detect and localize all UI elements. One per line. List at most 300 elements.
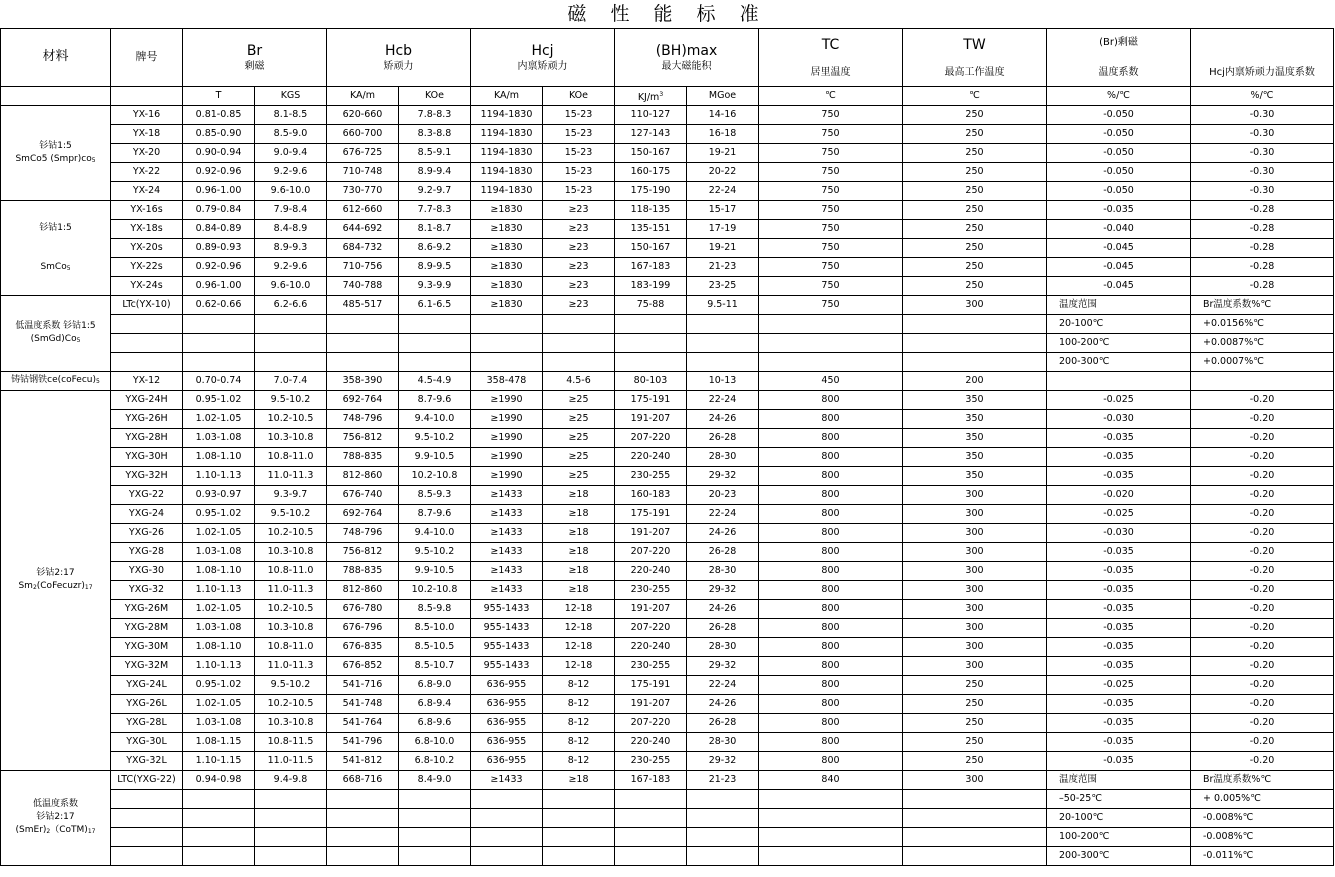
cell-bh-mgoe: [687, 315, 759, 334]
cell-grade: YXG-28: [111, 543, 183, 562]
cell-grade: YXG-32: [111, 581, 183, 600]
cell-hcj-koe: ≥23: [543, 277, 615, 296]
cell-bh-kjm3: 220-240: [615, 562, 687, 581]
cell-tc: 750: [759, 239, 903, 258]
cell-tc: 750: [759, 125, 903, 144]
cell-grade: YX-12: [111, 372, 183, 391]
table-row: [1, 486, 1334, 505]
cell-bh-kjm3: 80-103: [615, 372, 687, 391]
cell-br-kgs: [255, 847, 327, 866]
cell-grade: YXG-26H: [111, 410, 183, 429]
cell-hcj-coef: + 0.005%℃: [1191, 790, 1334, 809]
cell-hcb-koe: 8.7-9.6: [399, 505, 471, 524]
cell-tc: 750: [759, 144, 903, 163]
cell-hcb-koe: 8.9-9.5: [399, 258, 471, 277]
cell-tc: 800: [759, 714, 903, 733]
cell-br-coef: 200-300℃: [1047, 353, 1191, 372]
cell-hcb-kam: 756-812: [327, 543, 399, 562]
cell-hcb-koe: 10.2-10.8: [399, 467, 471, 486]
table-row: [1, 258, 1334, 277]
cell-hcj-kam: ≥1830: [471, 277, 543, 296]
unit-tw: ℃: [903, 87, 1047, 106]
cell-hcb-kam: 788-835: [327, 448, 399, 467]
cell-bh-kjm3: 230-255: [615, 752, 687, 771]
cell-bh-kjm3: [615, 315, 687, 334]
cell-hcj-kam: ≥1830: [471, 258, 543, 277]
cell-hcb-koe: [399, 353, 471, 372]
cell-bh-kjm3: 127-143: [615, 125, 687, 144]
cell-hcb-kam: [327, 353, 399, 372]
cell-hcb-koe: 9.2-9.7: [399, 182, 471, 201]
cell-hcj-coef: -0.20: [1191, 752, 1334, 771]
cell-hcb-kam: 740-788: [327, 277, 399, 296]
cell-br-kgs: 9.2-9.6: [255, 163, 327, 182]
cell-hcj-kam: [471, 828, 543, 847]
cell-br-kgs: 9.5-10.2: [255, 505, 327, 524]
cell-hcj-koe: ≥18: [543, 543, 615, 562]
cell-tc: 750: [759, 258, 903, 277]
cell-hcj-kam: ≥1830: [471, 201, 543, 220]
table-row: [1, 220, 1334, 239]
cell-hcb-kam: [327, 809, 399, 828]
cell-bh-mgoe: 14-16: [687, 106, 759, 125]
cell-br-kgs: 8.5-9.0: [255, 125, 327, 144]
cell-hcb-kam: [327, 315, 399, 334]
cell-tw: 350: [903, 448, 1047, 467]
cell-br-kgs: 8.4-8.9: [255, 220, 327, 239]
unit-hcj-koe: KOe: [543, 87, 615, 106]
cell-tw: 300: [903, 524, 1047, 543]
cell-br-kgs: 11.0-11.3: [255, 657, 327, 676]
cell-bh-mgoe: 22-24: [687, 505, 759, 524]
cell-tw: [903, 353, 1047, 372]
cell-br-kgs: 11.0-11.5: [255, 752, 327, 771]
cell-tw: 250: [903, 676, 1047, 695]
unit-hcj-coef: %/℃: [1191, 87, 1334, 106]
cell-hcj-coef: -0.20: [1191, 448, 1334, 467]
cell-br-t: 0.96-1.00: [183, 277, 255, 296]
cell-br-kgs: 10.3-10.8: [255, 543, 327, 562]
cell-bh-mgoe: [687, 809, 759, 828]
unit-hcj-kam: KA/m: [471, 87, 543, 106]
cell-grade: YX-16: [111, 106, 183, 125]
cell-grade: YX-22: [111, 163, 183, 182]
cell-tc: 800: [759, 486, 903, 505]
cell-br-coef: -0.035: [1047, 543, 1191, 562]
page-title: 磁 性 能 标 准: [567, 3, 768, 25]
cell-bh-mgoe: [687, 790, 759, 809]
cell-br-t: 1.10-1.13: [183, 657, 255, 676]
cell-grade: [111, 334, 183, 353]
table-row: [1, 600, 1334, 619]
cell-bh-kjm3: [615, 334, 687, 353]
cell-br-kgs: [255, 334, 327, 353]
cell-br-coef: 温度范围: [1047, 296, 1191, 315]
cell-bh-kjm3: 175-191: [615, 676, 687, 695]
table-row: [1, 410, 1334, 429]
cell-bh-mgoe: 17-19: [687, 220, 759, 239]
cell-br-coef: 100-200℃: [1047, 334, 1191, 353]
cell-bh-kjm3: 118-135: [615, 201, 687, 220]
cell-hcj-koe: [543, 334, 615, 353]
cell-bh-mgoe: 22-24: [687, 676, 759, 695]
cell-hcb-kam: 668-716: [327, 771, 399, 790]
cell-br-kgs: 7.9-8.4: [255, 201, 327, 220]
cell-hcj-kam: ≥1990: [471, 429, 543, 448]
cell-hcj-kam: 636-955: [471, 676, 543, 695]
cell-br-kgs: 9.5-10.2: [255, 391, 327, 410]
cell-hcj-coef: +0.0087%℃: [1191, 334, 1334, 353]
cell-br-kgs: 10.2-10.5: [255, 524, 327, 543]
cell-bh-mgoe: 28-30: [687, 733, 759, 752]
cell-br-coef: -0.050: [1047, 144, 1191, 163]
cell-tw: 300: [903, 657, 1047, 676]
table-row: [1, 125, 1334, 144]
cell-tw: 300: [903, 296, 1047, 315]
cell-hcj-kam: ≥1830: [471, 239, 543, 258]
cell-br-coef: -0.035: [1047, 448, 1191, 467]
cell-hcb-koe: 9.5-10.2: [399, 543, 471, 562]
unit-br-t: T: [183, 87, 255, 106]
cell-hcj-coef: -0.008%℃: [1191, 828, 1334, 847]
cell-grade: YXG-26L: [111, 695, 183, 714]
cell-hcj-kam: ≥1433: [471, 505, 543, 524]
cell-hcb-koe: 8.3-8.8: [399, 125, 471, 144]
cell-br-coef: 温度范围: [1047, 771, 1191, 790]
cell-grade: YXG-30L: [111, 733, 183, 752]
cell-hcj-kam: 955-1433: [471, 657, 543, 676]
cell-br-t: 1.08-1.15: [183, 733, 255, 752]
cell-hcj-kam: 1194-1830: [471, 144, 543, 163]
cell-grade: [111, 847, 183, 866]
header-material: 材料: [1, 29, 111, 87]
cell-hcj-koe: [543, 315, 615, 334]
cell-grade: LTc(YX-10): [111, 296, 183, 315]
cell-hcb-kam: 748-796: [327, 524, 399, 543]
cell-bh-kjm3: 191-207: [615, 410, 687, 429]
cell-hcb-kam: 676-835: [327, 638, 399, 657]
table-row: [1, 752, 1334, 771]
cell-bh-kjm3: [615, 353, 687, 372]
cell-bh-mgoe: 28-30: [687, 638, 759, 657]
cell-br-coef: -0.045: [1047, 277, 1191, 296]
cell-br-t: 1.10-1.15: [183, 752, 255, 771]
unit-tc: ℃: [759, 87, 903, 106]
cell-hcj-coef: +0.0007%℃: [1191, 353, 1334, 372]
cell-tc: [759, 828, 903, 847]
cell-br-t: [183, 315, 255, 334]
cell-br-t: 0.93-0.97: [183, 486, 255, 505]
cell-hcb-kam: [327, 828, 399, 847]
cell-hcj-kam: ≥1433: [471, 562, 543, 581]
table-row: [1, 182, 1334, 201]
cell-bh-kjm3: 175-191: [615, 505, 687, 524]
table-row: [1, 581, 1334, 600]
cell-hcj-koe: ≥18: [543, 486, 615, 505]
cell-bh-mgoe: 16-18: [687, 125, 759, 144]
unit-bh-mgoe: MGoe: [687, 87, 759, 106]
cell-br-coef: 20-100℃: [1047, 315, 1191, 334]
cell-hcj-kam: 1194-1830: [471, 182, 543, 201]
cell-hcj-kam: 955-1433: [471, 619, 543, 638]
table-row: [1, 847, 1334, 866]
cell-tc: 840: [759, 771, 903, 790]
cell-br-t: [183, 790, 255, 809]
cell-tw: 250: [903, 125, 1047, 144]
cell-grade: YX-20: [111, 144, 183, 163]
cell-hcj-kam: ≥1830: [471, 296, 543, 315]
cell-bh-mgoe: 22-24: [687, 182, 759, 201]
table-row: [1, 695, 1334, 714]
unit-bh-kjm3: $KJ/m^3$: [615, 87, 687, 106]
cell-hcb-kam: 730-770: [327, 182, 399, 201]
table-row: [1, 733, 1334, 752]
cell-tw: 200: [903, 372, 1047, 391]
cell-hcj-koe: 8-12: [543, 733, 615, 752]
cell-br-t: [183, 809, 255, 828]
cell-hcj-koe: ≥25: [543, 410, 615, 429]
cell-hcb-kam: 756-812: [327, 429, 399, 448]
cell-bh-mgoe: 29-32: [687, 752, 759, 771]
cell-grade: YXG-24H: [111, 391, 183, 410]
cell-hcj-kam: ≥1433: [471, 543, 543, 562]
cell-hcb-koe: 9.4-10.0: [399, 524, 471, 543]
cell-bh-kjm3: 183-199: [615, 277, 687, 296]
cell-br-coef: -0.045: [1047, 258, 1191, 277]
cell-bh-mgoe: 21-23: [687, 771, 759, 790]
cell-tw: 350: [903, 410, 1047, 429]
cell-br-coef: -0.035: [1047, 429, 1191, 448]
cell-hcj-kam: ≥1990: [471, 448, 543, 467]
cell-hcb-kam: [327, 790, 399, 809]
cell-hcj-coef: -0.20: [1191, 714, 1334, 733]
cell-br-coef: -0.030: [1047, 524, 1191, 543]
cell-hcb-koe: [399, 315, 471, 334]
table-row: [1, 391, 1334, 410]
cell-hcj-coef: -0.30: [1191, 163, 1334, 182]
cell-tc: [759, 847, 903, 866]
cell-hcb-koe: 9.3-9.9: [399, 277, 471, 296]
cell-hcj-koe: [543, 353, 615, 372]
cell-hcb-koe: 9.9-10.5: [399, 448, 471, 467]
cell-bh-mgoe: 19-21: [687, 239, 759, 258]
cell-hcj-koe: ≥25: [543, 429, 615, 448]
cell-hcb-koe: 8.1-8.7: [399, 220, 471, 239]
cell-hcb-koe: [399, 334, 471, 353]
cell-hcj-koe: 8-12: [543, 676, 615, 695]
cell-hcj-koe: 15-23: [543, 106, 615, 125]
cell-hcj-koe: 15-23: [543, 144, 615, 163]
table-row: [1, 144, 1334, 163]
cell-hcj-koe: 8-12: [543, 695, 615, 714]
cell-bh-mgoe: [687, 334, 759, 353]
unit-hcb-kam: KA/m: [327, 87, 399, 106]
cell-br-coef: -0.050: [1047, 182, 1191, 201]
cell-hcj-kam: 636-955: [471, 695, 543, 714]
cell-hcb-koe: 7.7-8.3: [399, 201, 471, 220]
cell-tc: 800: [759, 543, 903, 562]
cell-hcj-koe: 12-18: [543, 600, 615, 619]
cell-hcj-koe: 12-18: [543, 638, 615, 657]
cell-bh-kjm3: 230-255: [615, 467, 687, 486]
cell-hcj-kam: ≥1433: [471, 486, 543, 505]
cell-bh-mgoe: [687, 353, 759, 372]
cell-hcj-coef: -0.20: [1191, 486, 1334, 505]
cell-grade: YXG-26: [111, 524, 183, 543]
cell-bh-mgoe: 15-17: [687, 201, 759, 220]
cell-tc: 800: [759, 505, 903, 524]
cell-br-coef: -0.050: [1047, 163, 1191, 182]
cell-br-t: 0.79-0.84: [183, 201, 255, 220]
material-unit-cell: [1, 87, 111, 106]
cell-tw: 250: [903, 106, 1047, 125]
cell-hcj-coef: -0.20: [1191, 600, 1334, 619]
cell-bh-mgoe: [687, 828, 759, 847]
cell-br-t: 0.85-0.90: [183, 125, 255, 144]
header-tc: TC 居里温度: [759, 29, 903, 87]
cell-hcj-coef: -0.20: [1191, 638, 1334, 657]
cell-tw: 300: [903, 486, 1047, 505]
table-row: [1, 163, 1334, 182]
cell-br-t: 1.03-1.08: [183, 543, 255, 562]
cell-hcj-koe: ≥18: [543, 562, 615, 581]
cell-bh-mgoe: 9.5-11: [687, 296, 759, 315]
cell-hcb-kam: 710-748: [327, 163, 399, 182]
cell-br-kgs: 8.9-9.3: [255, 239, 327, 258]
cell-tw: 300: [903, 638, 1047, 657]
cell-hcb-kam: 692-764: [327, 391, 399, 410]
cell-br-coef: -0.040: [1047, 220, 1191, 239]
cell-bh-mgoe: 28-30: [687, 562, 759, 581]
cell-hcj-coef: Br温度系数%℃: [1191, 296, 1334, 315]
cell-bh-kjm3: 167-183: [615, 771, 687, 790]
cell-br-coef: -0.035: [1047, 752, 1191, 771]
magnetic-properties-table: [0, 28, 1334, 866]
cell-br-coef: -0.035: [1047, 619, 1191, 638]
cell-tw: 250: [903, 695, 1047, 714]
cell-hcj-kam: [471, 315, 543, 334]
cell-bh-mgoe: 26-28: [687, 543, 759, 562]
cell-tc: 800: [759, 448, 903, 467]
cell-hcj-koe: ≥18: [543, 505, 615, 524]
cell-bh-kjm3: 220-240: [615, 733, 687, 752]
cell-br-coef: -0.025: [1047, 676, 1191, 695]
cell-br-t: 0.95-1.02: [183, 505, 255, 524]
header-hcb: Hcb 矫顽力: [327, 29, 471, 87]
cell-hcj-coef: -0.20: [1191, 695, 1334, 714]
table-row: [1, 467, 1334, 486]
cell-bh-kjm3: 220-240: [615, 448, 687, 467]
cell-hcj-koe: ≥25: [543, 467, 615, 486]
cell-grade: YXG-22: [111, 486, 183, 505]
cell-tc: 750: [759, 163, 903, 182]
cell-hcj-koe: ≥23: [543, 258, 615, 277]
cell-tw: 300: [903, 562, 1047, 581]
cell-hcb-koe: [399, 847, 471, 866]
cell-br-kgs: 10.8-11.0: [255, 638, 327, 657]
cell-br-kgs: [255, 809, 327, 828]
unit-br-kgs: KGS: [255, 87, 327, 106]
cell-tc: 450: [759, 372, 903, 391]
table-row: [1, 334, 1334, 353]
cell-bh-kjm3: 207-220: [615, 714, 687, 733]
cell-br-t: 0.95-1.02: [183, 391, 255, 410]
cell-grade: [111, 315, 183, 334]
cell-bh-mgoe: [687, 847, 759, 866]
cell-hcj-koe: ≥25: [543, 448, 615, 467]
cell-br-coef: -0.035: [1047, 714, 1191, 733]
cell-tc: 750: [759, 220, 903, 239]
cell-hcj-coef: -0.20: [1191, 676, 1334, 695]
cell-tc: 800: [759, 752, 903, 771]
cell-br-coef: -0.035: [1047, 201, 1191, 220]
cell-hcb-koe: 8.7-9.6: [399, 391, 471, 410]
cell-hcj-koe: [543, 809, 615, 828]
cell-hcj-kam: [471, 334, 543, 353]
unit-hcb-koe: KOe: [399, 87, 471, 106]
cell-hcb-kam: 812-860: [327, 467, 399, 486]
material-smco5-smpr: 钐钴1:5 SmCo5 (Smpr)co5: [1, 106, 111, 201]
cell-grade: YX-18: [111, 125, 183, 144]
cell-hcj-koe: 4.5-6: [543, 372, 615, 391]
cell-hcj-coef: -0.20: [1191, 657, 1334, 676]
cell-hcb-kam: 644-692: [327, 220, 399, 239]
cell-br-coef: -0.035: [1047, 581, 1191, 600]
cell-bh-mgoe: 21-23: [687, 258, 759, 277]
cell-tw: 300: [903, 505, 1047, 524]
cell-grade: YXG-30H: [111, 448, 183, 467]
cell-hcb-kam: 660-700: [327, 125, 399, 144]
material-sm2co17: 钐钴2:17 Sm2(CoFecuzr)17: [1, 391, 111, 771]
cell-hcj-koe: 15-23: [543, 182, 615, 201]
cell-grade: YXG-24: [111, 505, 183, 524]
cell-br-t: 1.10-1.13: [183, 581, 255, 600]
cell-bh-mgoe: 28-30: [687, 448, 759, 467]
cell-hcb-koe: 9.5-10.2: [399, 429, 471, 448]
cell-hcb-kam: 812-860: [327, 581, 399, 600]
cell-tc: 800: [759, 429, 903, 448]
cell-hcb-koe: 6.8-9.0: [399, 676, 471, 695]
cell-br-kgs: 10.2-10.5: [255, 695, 327, 714]
cell-grade: [111, 353, 183, 372]
cell-hcj-coef: -0.20: [1191, 429, 1334, 448]
cell-hcb-kam: 541-812: [327, 752, 399, 771]
cell-bh-mgoe: 22-24: [687, 391, 759, 410]
cell-hcj-kam: 1194-1830: [471, 125, 543, 144]
cell-grade: YX-16s: [111, 201, 183, 220]
unit-br-coef: %/℃: [1047, 87, 1191, 106]
cell-br-t: 0.84-0.89: [183, 220, 255, 239]
cell-bh-kjm3: 110-127: [615, 106, 687, 125]
cell-hcj-kam: 636-955: [471, 752, 543, 771]
cell-bh-mgoe: 20-23: [687, 486, 759, 505]
cell-tc: 750: [759, 296, 903, 315]
table-row: [1, 771, 1334, 790]
cell-hcb-koe: 8.5-10.7: [399, 657, 471, 676]
cell-tc: 800: [759, 676, 903, 695]
cell-br-kgs: 10.8-11.5: [255, 733, 327, 752]
cell-br-t: 0.92-0.96: [183, 258, 255, 277]
cell-bh-kjm3: 191-207: [615, 695, 687, 714]
cell-hcb-kam: 676-780: [327, 600, 399, 619]
cell-tc: 750: [759, 106, 903, 125]
table-row: [1, 828, 1334, 847]
cell-br-kgs: 9.5-10.2: [255, 676, 327, 695]
header-br-temp-coef: (Br)剩磁 温度系数: [1047, 29, 1191, 87]
cell-br-kgs: [255, 790, 327, 809]
cell-hcb-koe: 9.4-10.0: [399, 410, 471, 429]
cell-bh-kjm3: 207-220: [615, 543, 687, 562]
